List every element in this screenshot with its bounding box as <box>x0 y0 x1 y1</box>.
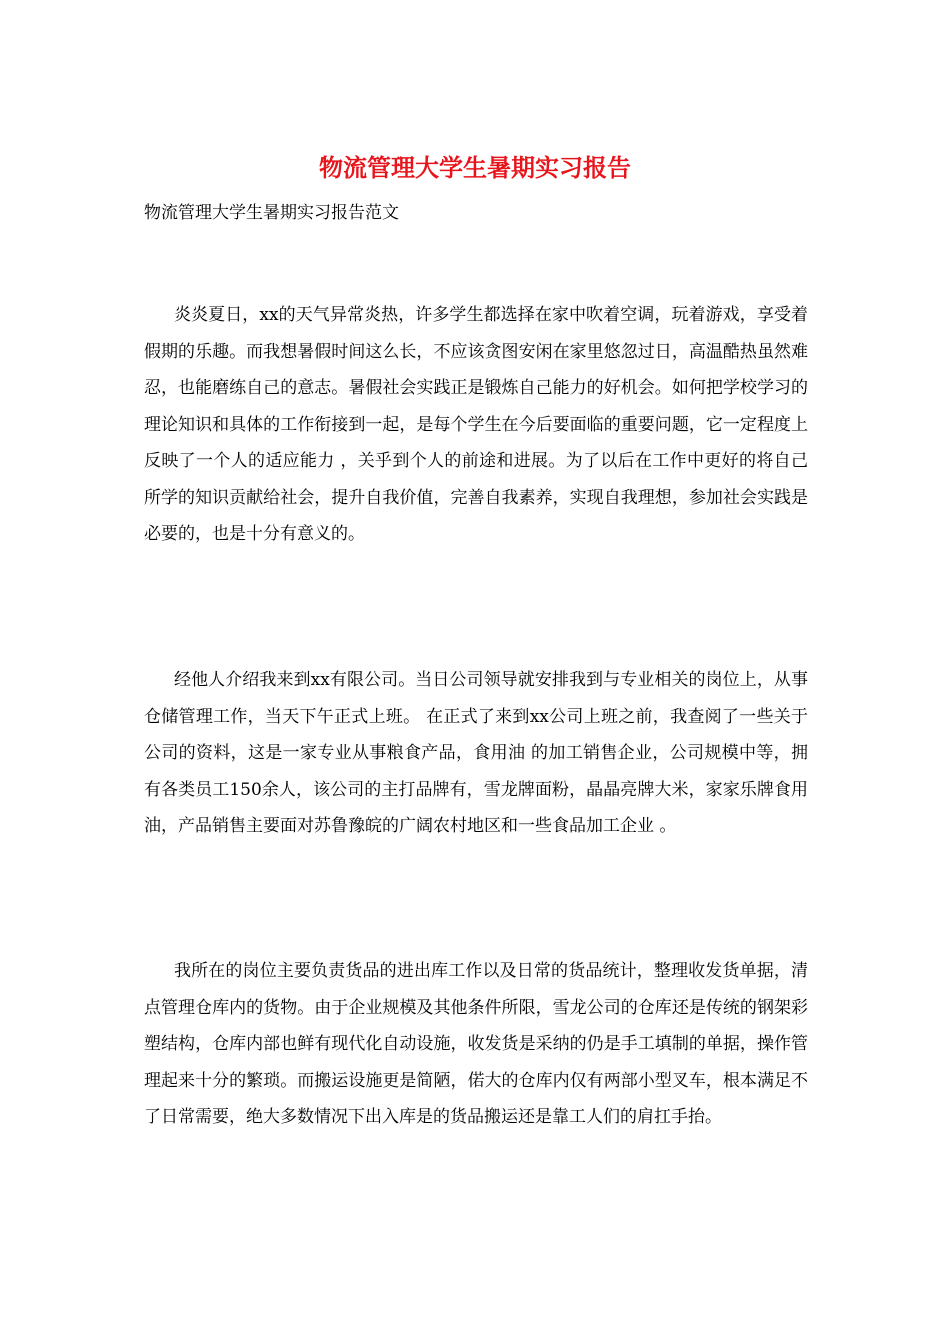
paragraph: 炎炎夏日，xx的天气异常炎热，许多学生都选择在家中吹着空调，玩着游戏，享受着假期的乐趣。而我想暑假时间这么长，不应该贪图安闲在家里悠忽过日，高温酷热虽然难忍，也能磨练自己的意志。暑假社会实践正是锻炼自己能力的好机会。如何把学校学习的理论知识和具体的工作衔接到一起，是每个学生在今后要面临的重要问题，它一定程度上反映了一个人的适应能力 ，关乎到个人的前途和进展。为了以后在工作中更好的将自己所学的知识贡献给社会，提升自我价值，完善自我素养，实现自我理想，参加社会实践是必要的，也是十分有意义的。 <box>144 305 808 544</box>
paragraph: 经他人介绍我来到xx有限公司。当日公司领导就安排我到与专业相关的岗位上，从事仓储管理工作，当天下午正式上班。 在正式了来到xx公司上班之前，我查阅了一些关于公司的资料，这是一家专业从事粮食产品，食用油 的加工销售企业，公司规模中等，拥有各类员工150余人，该公司的主打品牌有，雪龙牌面粉，晶晶亮牌大米，家家乐牌食用油，产品销售主要面对苏鲁豫皖的广阔农村地区和一些食品加工企业 。 <box>144 670 808 836</box>
paragraph: 我所在的岗位主要负责货品的进出库工作以及日常的货品统计，整理收发货单据，清点管理仓库内的货物。由于企业规模及其他条件所限，雪龙公司的仓库还是传统的钢架彩塑结构，仓库内部也鲜有现代化自动设施，收发货是采纳的仍是手工填制的单据，操作管理起来十分的繁琐。而搬运设施更是简陋，偌大的仓库内仅有两部小型叉车，根本满足不了日常需要，绝大多数情况下出入库是的货品搬运还是靠工人们的肩扛手抬。 <box>144 961 808 1127</box>
document-subtitle: 物流管理大学生暑期实习报告范文 <box>144 203 399 223</box>
document-title: 物流管理大学生暑期实习报告 <box>319 153 631 182</box>
